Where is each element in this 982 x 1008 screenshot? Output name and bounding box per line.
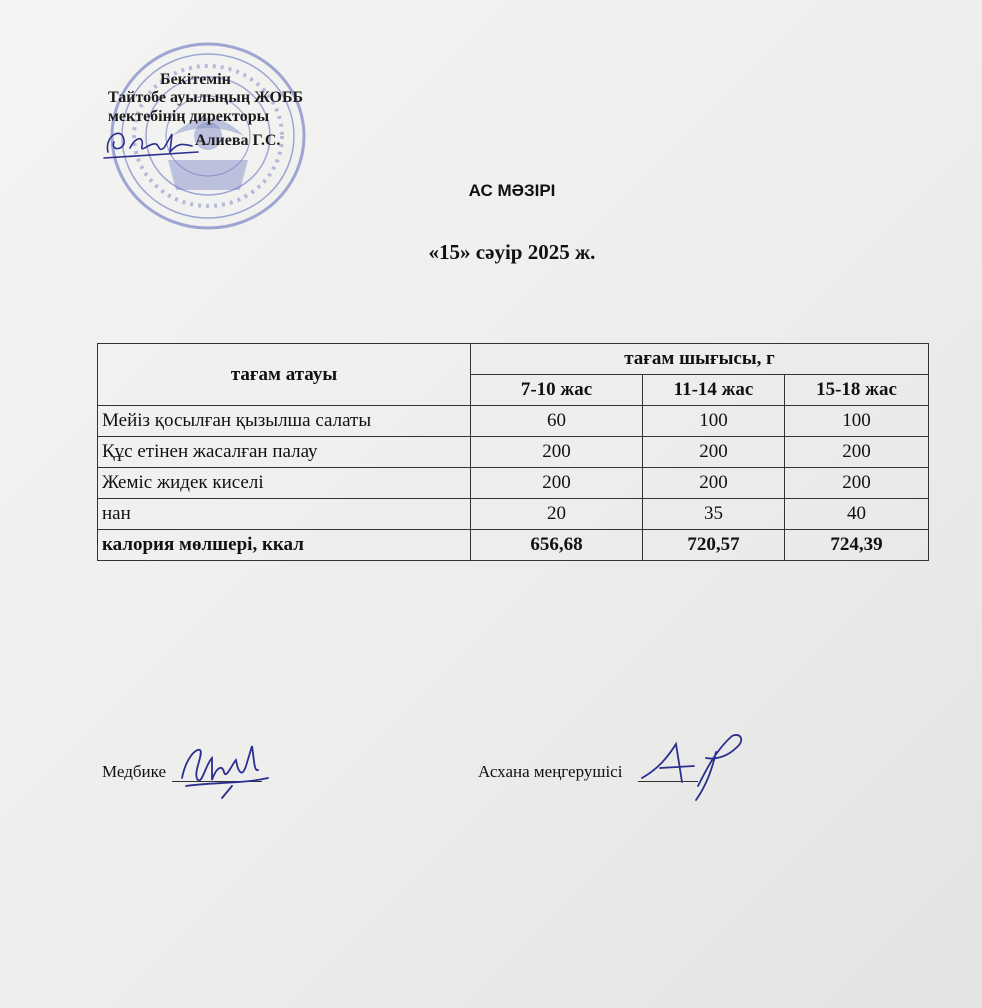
table-row [98, 437, 929, 468]
dish-yield: 100 [785, 406, 929, 437]
dish-name: Жеміс жидек киселі [98, 468, 471, 499]
dish-yield: 200 [643, 437, 785, 468]
total-calories: 656,68 [471, 530, 643, 561]
dish-yield: 100 [643, 406, 785, 437]
dish-name: Құс етінен жасалған палау [98, 437, 471, 468]
total-calories: 720,57 [643, 530, 785, 561]
dish-name: Мейіз қосылған қызылша салаты [98, 406, 471, 437]
dish-yield: 60 [471, 406, 643, 437]
approval-position: мектебінің директоры [108, 108, 270, 125]
approval-school: Тайтобе ауылыңың ЖОББ [108, 89, 304, 106]
dish-yield: 35 [643, 499, 785, 530]
nurse-label: Медбике [102, 762, 166, 781]
table-row [98, 406, 929, 437]
total-row [98, 530, 929, 561]
age-group-header: 7-10 жас [471, 375, 643, 406]
dish-yield: 200 [785, 468, 929, 499]
dish-yield: 200 [471, 468, 643, 499]
dish-yield: 200 [643, 468, 785, 499]
col-name-header: тағам атауы [98, 344, 471, 406]
table-row [98, 468, 929, 499]
total-label: калория мөлшері, ккал [98, 530, 471, 561]
age-group-header: 15-18 жас [785, 375, 929, 406]
director-signature [100, 122, 200, 162]
nurse-signature [172, 728, 272, 800]
menu-date: «15» сәуір 2025 ж. [428, 240, 596, 264]
table-header-row [98, 344, 929, 375]
canteen-head-signature [636, 730, 756, 804]
dish-yield: 20 [471, 499, 643, 530]
total-calories: 724,39 [785, 530, 929, 561]
canteen-head-label: Асхана меңгерушісі [478, 762, 623, 781]
dish-yield: 200 [785, 437, 929, 468]
approval-heading: Бекітемін [160, 71, 231, 88]
table-row [98, 499, 929, 530]
age-group-header: 11-14 жас [643, 375, 785, 406]
page-title: АС МӘЗІРІ [468, 181, 556, 200]
dish-yield: 40 [785, 499, 929, 530]
menu-table [97, 343, 929, 561]
approval-director-name: Алиева Г.С. [195, 132, 281, 149]
dish-name: нан [98, 499, 471, 530]
col-yield-header: тағам шығысы, г [471, 344, 929, 375]
dish-yield: 200 [471, 437, 643, 468]
